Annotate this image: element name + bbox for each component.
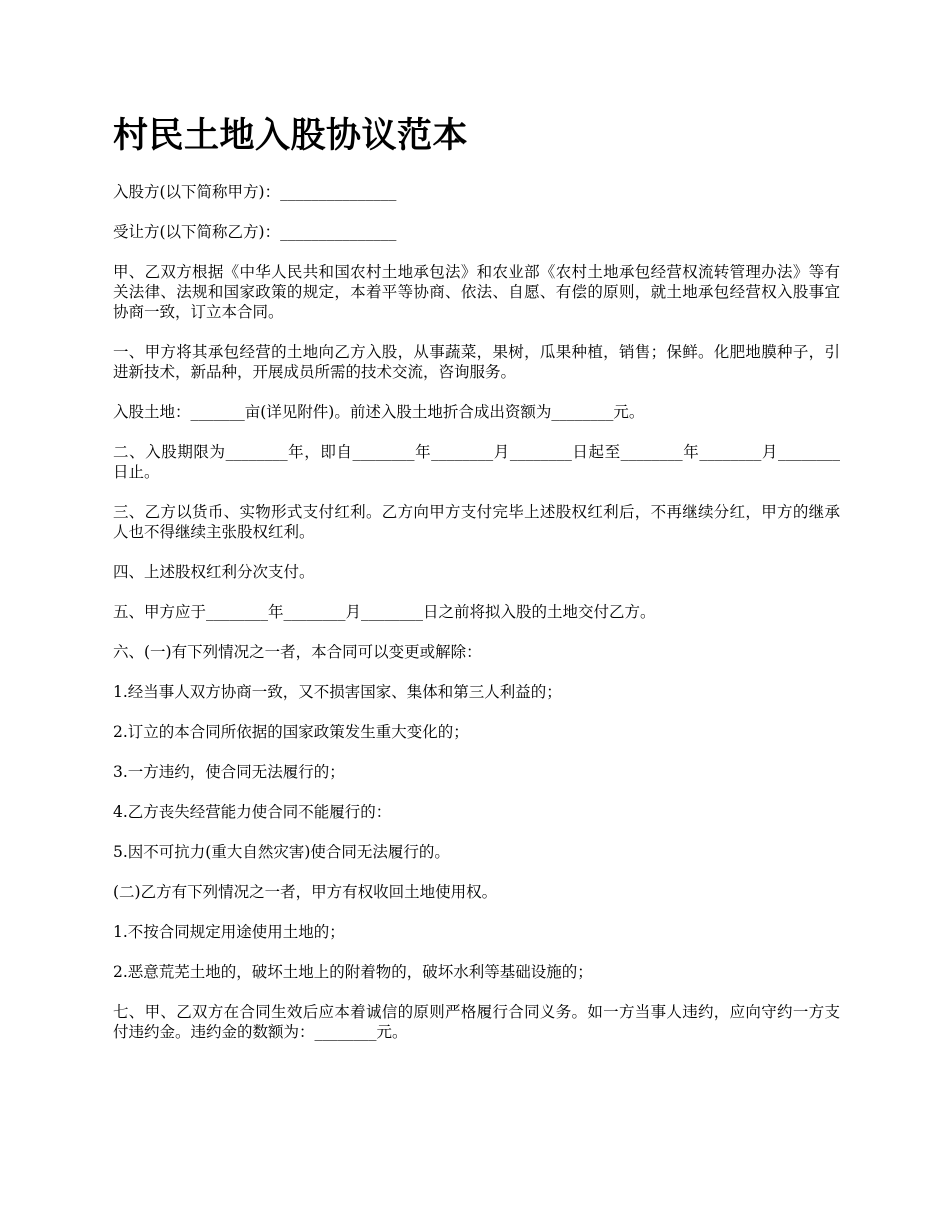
clause-6-paragraph: 六、(一)有下列情况之一者，本合同可以变更或解除： <box>113 643 482 661</box>
party-b-line: 受让方(以下简称乙方)：_______________ <box>113 223 397 241</box>
clause-6-item-2: 2.订立的本合同所依据的国家政策发生重大变化的； <box>113 723 469 741</box>
clause-6-item-3: 3.一方违约，使合同无法履行的； <box>113 763 345 781</box>
clause-6-item-4: 4.乙方丧失经营能力使合同不能履行的： <box>113 803 392 821</box>
party-a-line: 入股方(以下简称甲方)：_______________ <box>113 183 397 201</box>
clause-6-sub-2-item-1: 1.不按合同规定用途使用土地的； <box>113 923 345 941</box>
clause-2-paragraph: 二、入股期限为________年，即自________年________月________日起至________年________月________日止。 <box>113 443 840 481</box>
land-share-paragraph: 入股土地：_______亩(详见附件)。前述入股土地折合成出资额为________元。 <box>113 403 645 421</box>
clause-6-item-1: 1.经当事人双方协商一致，又不损害国家、集体和第三人利益的； <box>113 683 562 701</box>
clause-5-paragraph: 五、甲方应于________年________月________日之前将拟入股的土地交付乙方。 <box>113 603 656 621</box>
clause-6-sub-2: (二)乙方有下列情况之一者，甲方有权收回土地使用权。 <box>113 883 498 901</box>
clause-4-paragraph: 四、上述股权红利分次支付。 <box>113 563 315 581</box>
clause-6-item-5: 5.因不可抗力(重大自然灾害)使合同无法履行的。 <box>113 843 450 861</box>
clause-3-paragraph: 三、乙方以货币、实物形式支付红利。乙方向甲方支付完毕上述股权红利后，不再继续分红，甲方的继承人也不得继续主张股权红利。 <box>113 503 840 541</box>
document-page <box>113 110 840 1062</box>
clause-6-sub-2-item-2: 2.恶意荒芜土地的，破坏土地上的附着物的，破坏水利等基础设施的； <box>113 963 593 981</box>
preamble-paragraph: 甲、乙双方根据《中华人民共和国农村土地承包法》和农业部《农村土地承包经营权流转管理办法》等有关法律、法规和国家政策的规定，本着平等协商、依法、自愿、有偿的原则，就土地承包经营权入股事宜协商一致，订立本合同。 <box>113 263 840 321</box>
clause-1-paragraph: 一、甲方将其承包经营的土地向乙方入股，从事蔬菜，果树，瓜果种植，销售；保鲜。化肥地膜种子，引进新技术，新品种，开展成员所需的技术交流，咨询服务。 <box>113 343 840 381</box>
clause-7-paragraph: 七、甲、乙双方在合同生效后应本着诚信的原则严格履行合同义务。如一方当事人违约，应向守约一方支付违约金。违约金的数额为：________元。 <box>113 1003 840 1041</box>
document-title: 村民土地入股协议范本 <box>113 116 469 156</box>
